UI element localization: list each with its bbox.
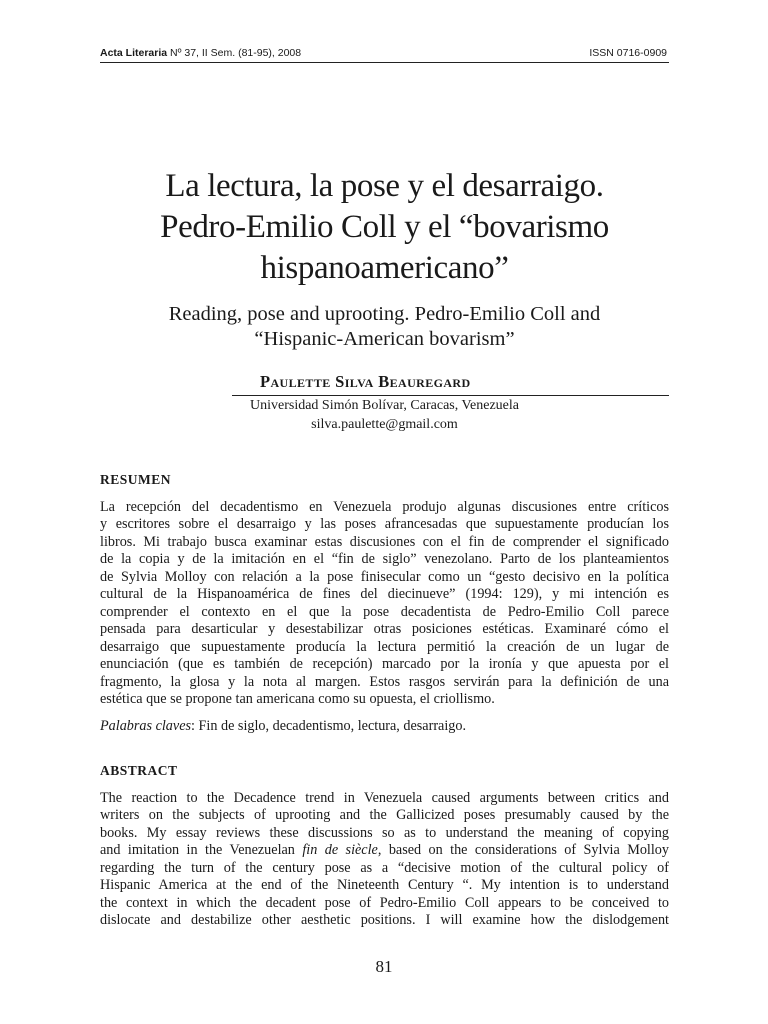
author-email: silva.paulette@gmail.com [311,417,458,432]
page-number: 81 [375,957,393,976]
abstract-line: writers on the subjects of uprooting and the Gallicized poses presumably caused by the [100,807,669,824]
abstract-line: The reaction to the Decadence trend in Venezuela caused arguments between critics and [100,790,669,806]
abstract-line: the context in which the decadent pose of Pedro-Emilio Coll appears to be conceived to [100,894,669,911]
resumen-line: y escritores sobre el desarraigo y las poses afrancesadas que supuestamente producían los [100,516,669,533]
resumen-line: estética que se propone tan americana como su opuesta, el criollismo. [100,690,495,707]
title-line: La lectura, la pose y el desarraigo. [165,168,604,204]
resumen-line: de Sylvia Molloy con relación a la pose finisecular como un “gesto decisivo en la política [100,568,669,585]
affiliation: Universidad Simón Bolívar, Caracas, Venezuela [250,398,519,413]
abstract-line: books. My essay reviews these discussions so as to understand the meaning of copying [100,824,669,841]
resumen-line: de la copia y de la imitación en el “fin de siglo” venezolano. Parto de los planteamientos [100,551,669,568]
title-line: Pedro-Emilio Coll y el “bovarismo [160,209,609,245]
resumen-line: fragmento, la glosa y la nota al margen. Estos rasgos servirán para la definición de una [100,673,669,690]
abstract-heading: ABSTRACT [100,763,178,778]
running-header [100,46,669,63]
subtitle-line: Reading, pose and uprooting. Pedro-Emilio Coll and [168,303,601,325]
abstract-body [100,790,669,930]
resumen-heading: RESUMEN [100,472,172,487]
resumen-line: desarraigo que supuestamente producía la lectura permitió la creación de un lugar de [100,638,669,655]
resumen-line: comprender el contexto en el que la pose decadentista de Pedro-Emilio Coll parece [100,603,669,620]
resumen-line: enunciación (que es también de recepción) marcado por la ironía y que apuesta por el [100,656,669,673]
abstract-line [100,842,669,859]
resumen-line: cultural de la Hispanoamérica de fines del diecinueve” (1994: 129), y mi intención es [100,586,669,603]
issue-info: Nº 37, II Sem. (81-95), 2008 [167,47,302,59]
abstract-line-end: , based on the considerations of Sylvia Molloy [377,842,669,859]
keywords-list: : Fin de siglo, decadentismo, lectura, desarraigo. [191,718,467,734]
abstract-line: regarding the turn of the century pose as a “decisive motion of the cultural policy of [100,859,669,876]
resumen-line: pensada para desarticular y desestabilizar otras posiciones estéticas. Examinaré cómo el [100,621,669,638]
article-subtitle [100,302,669,352]
author-affiliation-block [100,396,669,434]
resumen-line: La recepción del decadentismo en Venezuela produjo algunas discusiones entre críticos [100,499,669,515]
article-title [100,166,669,289]
abstract-line-start: and imitation in the Venezuelan [100,842,303,859]
issn: ISSN 0716-0909 [589,47,667,59]
journal-citation [100,46,301,60]
italic-term: fin de siècle [302,842,378,859]
abstract-line: Hispanic America at the end of the Nineteenth Century “. My intention is to understand [100,877,669,894]
author-name: Paulette Silva Beauregard [232,372,669,396]
subtitle-line: “Hispanic-American bovarism” [254,328,515,350]
resumen-body [100,499,669,708]
resumen-line: libros. Mi trabajo busca examinar estas discusiones con el fin de comprender el significado [100,533,669,550]
abstract-line: dislocate and destabilize other aesthetic positions. I will examine how the dislodgement [100,912,669,929]
keywords [100,717,669,735]
keywords-label: Palabras claves [100,718,192,734]
journal-name: Acta Literaria [100,47,168,59]
title-line: hispanoamericano” [260,250,509,286]
